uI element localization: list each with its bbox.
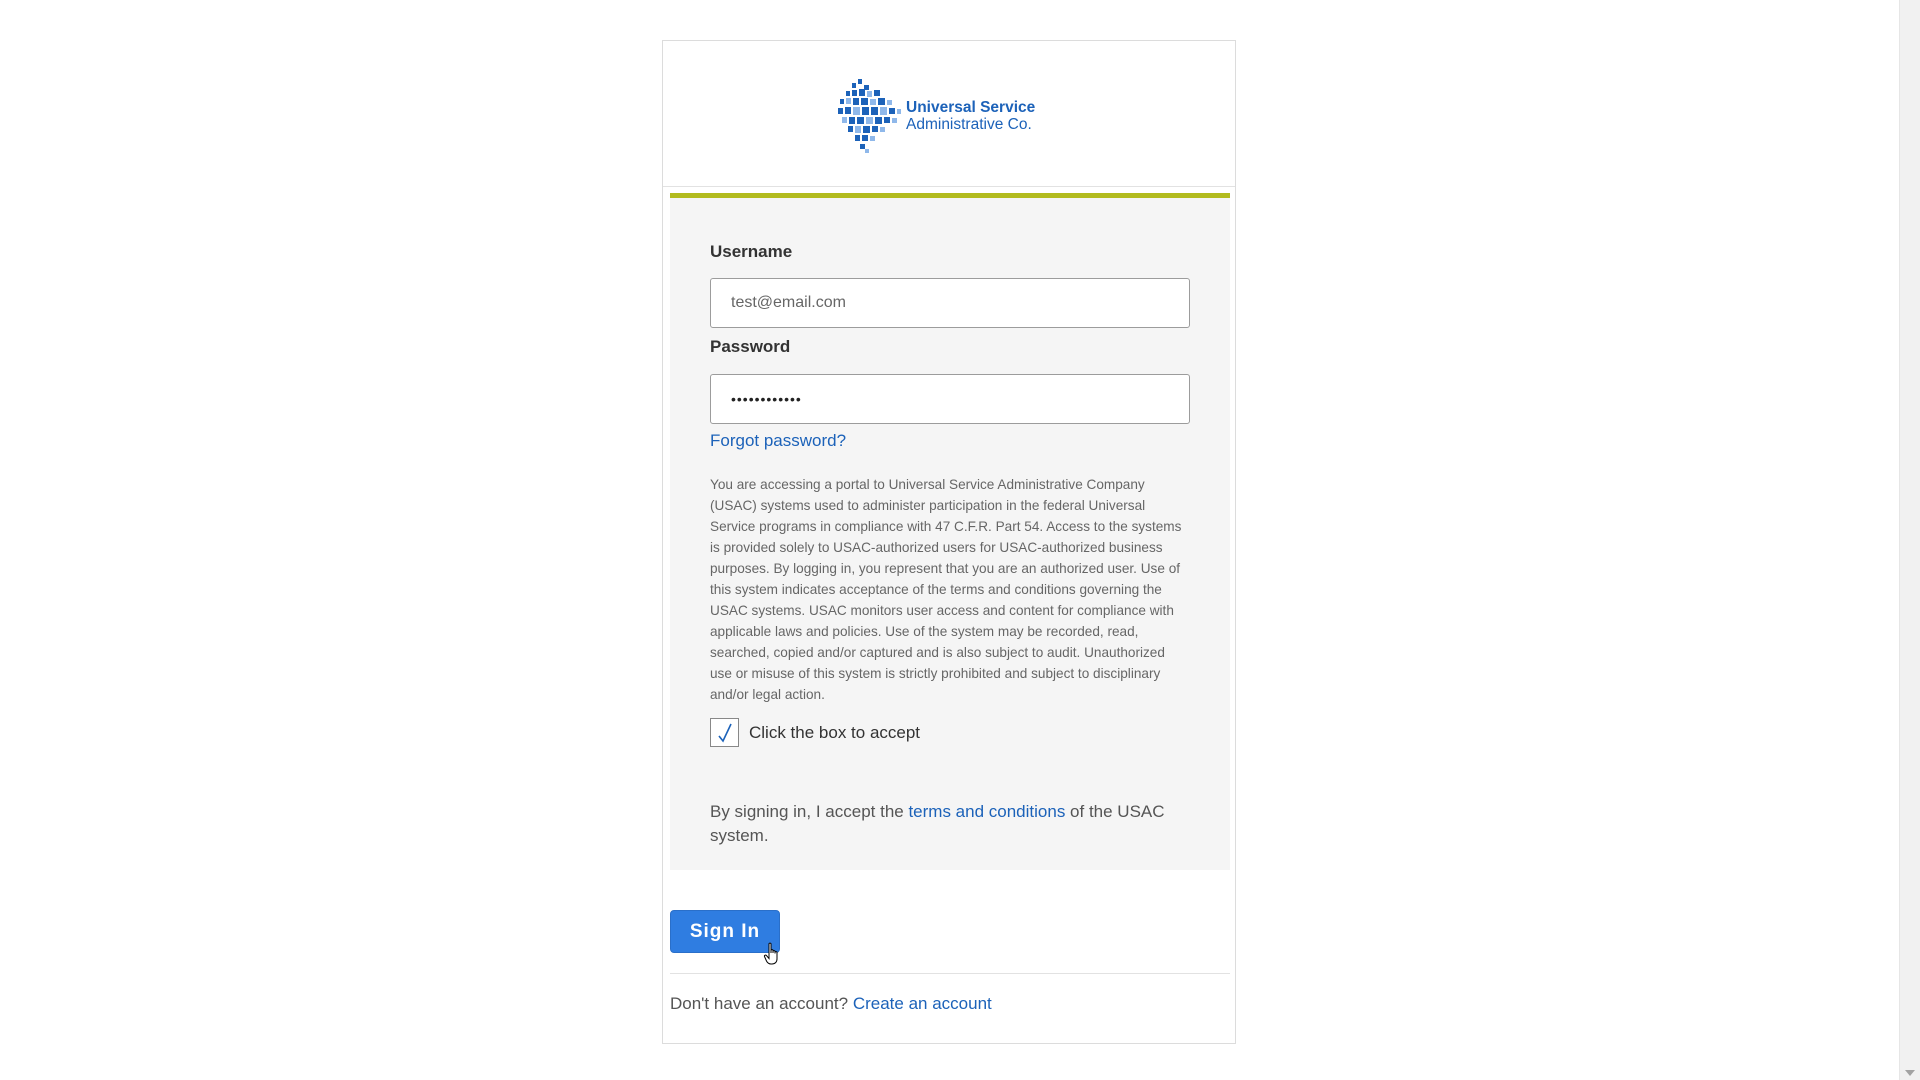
usac-logo-icon bbox=[838, 79, 902, 153]
usac-logo bbox=[838, 79, 1035, 153]
password-label: Password bbox=[710, 337, 791, 356]
accept-checkbox-row bbox=[710, 718, 920, 747]
forgot-password-link[interactable]: Forgot password? bbox=[710, 431, 847, 450]
card-header bbox=[663, 41, 1235, 187]
logo-text bbox=[906, 99, 1035, 133]
username-label: Username bbox=[710, 242, 793, 261]
accept-checkbox-label: Click the box to accept bbox=[749, 722, 921, 742]
logo-line1: Universal Service bbox=[906, 99, 1036, 116]
signup-row bbox=[670, 994, 992, 1014]
chevron-down-icon[interactable] bbox=[1905, 1070, 1915, 1076]
sign-in-button[interactable]: Sign In bbox=[670, 910, 780, 953]
accept-prefix: By signing in, I accept the bbox=[710, 802, 909, 821]
username-input[interactable] bbox=[710, 278, 1190, 328]
terms-acceptance-text bbox=[710, 800, 1190, 848]
disclaimer-text: You are accessing a portal to Universal Service Administrative Company (USAC) systems used to administer participation in the federal Universal Service programs in compliance with 47 C.F.R. Part 54. Access to the systems is provided solely to USAC-authorized users for USAC-authorized business purposes. By logging in, you represent that you are an authorized user. Use of this system indicates acceptance of the terms and conditions governing the USAC systems. USAC monitors user access and content for compliance with applicable laws and policies. Use of the system may be recorded, read, searched, copied and/or captured and is also subject to audit. Unauthorized use or misuse of this system is strictly prohibited and subject to disciplinary and/or legal action. bbox=[710, 477, 1182, 702]
footer-divider bbox=[670, 973, 1230, 974]
logo-line2: Administrative Co. bbox=[906, 116, 1032, 133]
no-account-text: Don't have an account? bbox=[670, 994, 853, 1013]
accept-suffix: of the USAC system. bbox=[710, 802, 1165, 845]
login-form bbox=[670, 198, 1230, 870]
accept-checkbox[interactable] bbox=[710, 718, 739, 747]
hand-pointer-icon bbox=[763, 942, 783, 966]
terms-link[interactable]: terms and conditions bbox=[908, 802, 1066, 821]
create-account-link[interactable]: Create an account bbox=[852, 994, 992, 1013]
check-icon bbox=[715, 722, 735, 744]
password-input[interactable] bbox=[710, 374, 1190, 424]
vertical-scrollbar[interactable] bbox=[1899, 0, 1920, 1080]
login-card bbox=[662, 40, 1236, 1044]
